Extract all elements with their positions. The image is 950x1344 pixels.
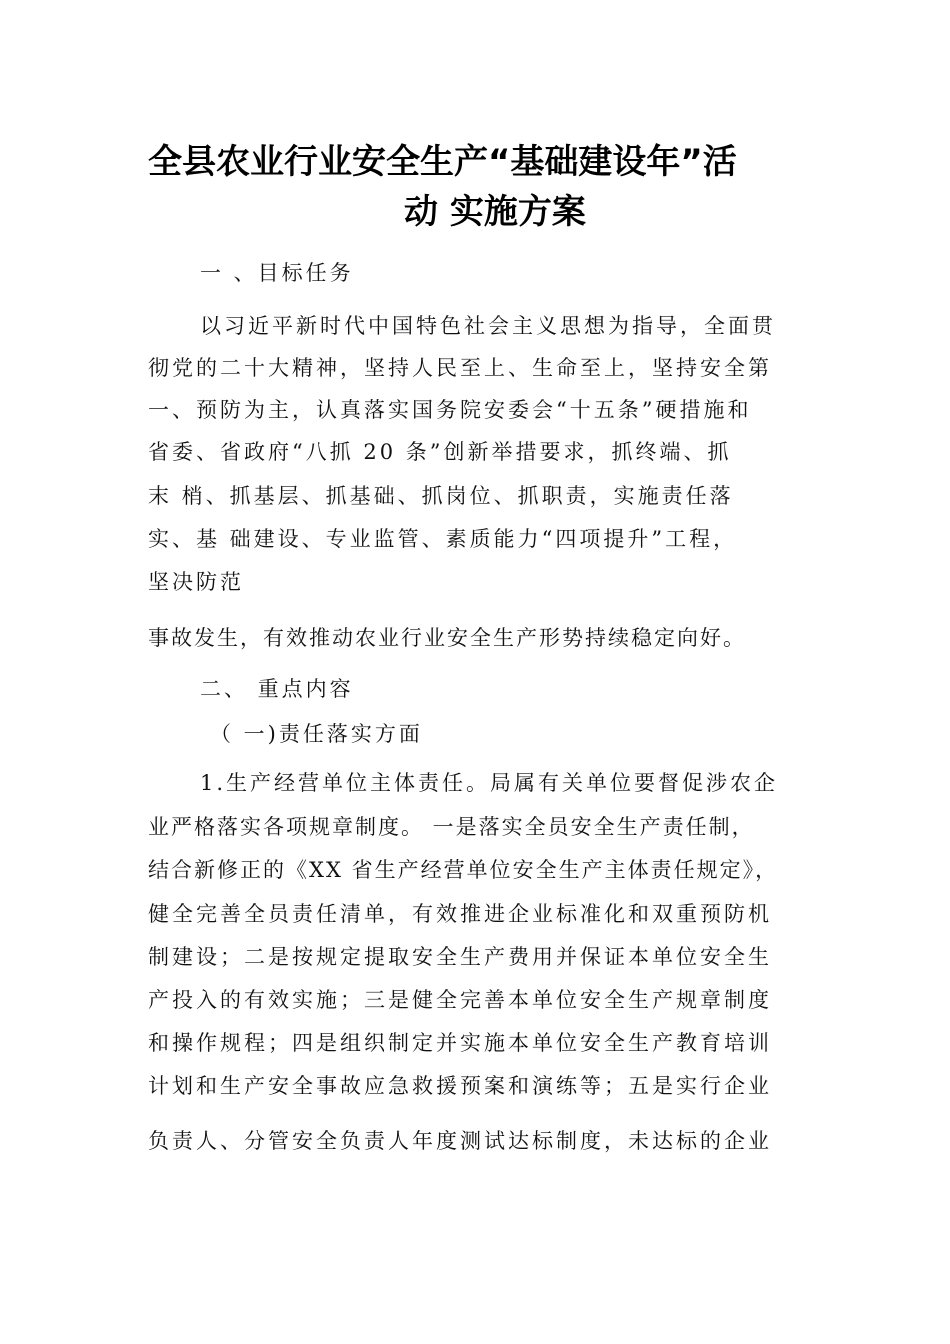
document-title-line-2: 动 实施方案 xyxy=(404,192,586,232)
paragraph-line: 1.生产经营单位主体责任。局属有关单位要督促涉农企 xyxy=(200,771,779,795)
paragraph-line: 制建设；二是按规定提取安全生产费用并保证本单位安全生 xyxy=(148,945,772,969)
paragraph-line: 负责人、分管安全负责人年度测试达标制度，未达标的企业 xyxy=(148,1129,772,1153)
section-heading-key-content: 二、 重点内容 xyxy=(200,677,354,701)
paragraph-line: 计划和生产安全事故应急救援预案和演练等；五是实行企业 xyxy=(148,1074,772,1098)
paragraph-line: 事故发生，有效推动农业行业安全生产形势持续稳定向好。 xyxy=(148,626,746,650)
paragraph-line: 彻党的二十大精神，坚持人民至上、生命至上，坚持安全第 xyxy=(148,356,772,380)
paragraph-line: 产投入的有效实施；三是健全完善本单位安全生产规章制度 xyxy=(148,988,772,1012)
paragraph-line: 健全完善全员责任清单，有效推进企业标准化和双重预防机 xyxy=(148,902,772,926)
paragraph-line: 业严格落实各项规章制度。 一是落实全员安全生产责任制， xyxy=(148,815,755,839)
section-heading-goals: 一 、目标任务 xyxy=(200,261,354,285)
paragraph-line: 以习近平新时代中国特色社会主义思想为指导，全面贯 xyxy=(200,314,776,338)
paragraph-line: 结合新修正的《XX 省生产经营单位安全生产主体责任规定》， xyxy=(148,858,779,882)
paragraph-line: 省委、省政府“八抓 20 条”创新举措要求，抓终端、抓 xyxy=(148,440,732,464)
document-title-line-1: 全县农业行业安全生产“基础建设年”活 xyxy=(148,142,737,182)
paragraph-line: 一、预防为主，认真落实国务院安委会“十五条”硬措施和 xyxy=(148,398,752,422)
paragraph-line: 末 梢、抓基层、抓基础、抓岗位、抓职责，实施责任落 xyxy=(148,484,734,508)
paragraph-line: 和操作规程；四是组织制定并实施本单位安全生产教育培训 xyxy=(148,1031,772,1055)
paragraph-line: 坚决防范 xyxy=(148,570,244,594)
paragraph-line: 实、基 础建设、专业监管、素质能力“四项提升”工程， xyxy=(148,527,738,551)
subsection-heading: （ 一)责任落实方面 xyxy=(210,722,423,746)
